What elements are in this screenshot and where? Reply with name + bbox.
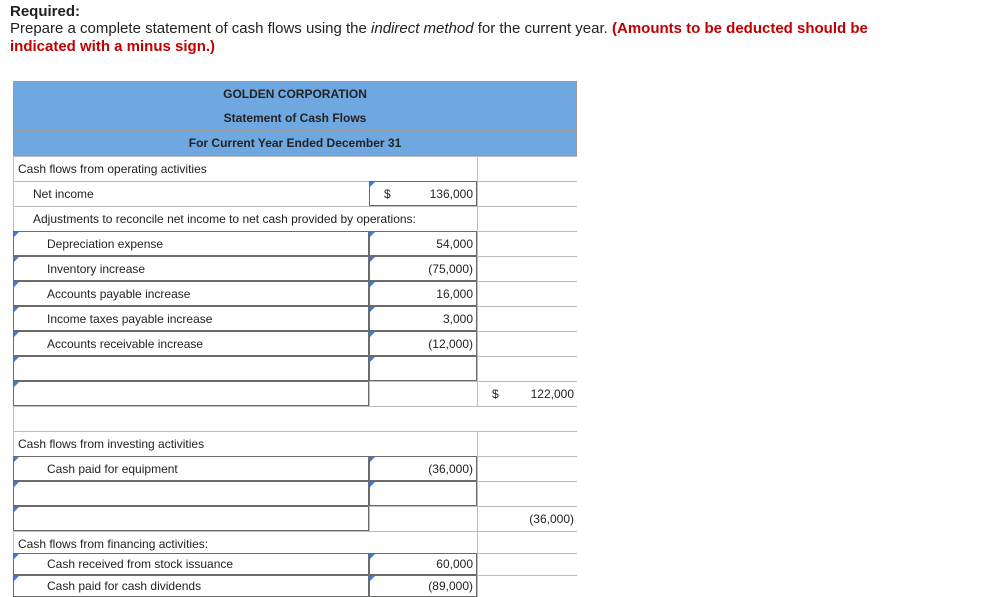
financing-heading-row: [13, 531, 577, 553]
investing-label-input-empty[interactable]: [13, 481, 369, 506]
investing-amount-input-empty[interactable]: [369, 481, 477, 506]
adjustment-total-blank: [477, 306, 577, 331]
operating-total-label-input[interactable]: [13, 381, 369, 406]
financing-label-input[interactable]: [13, 575, 369, 597]
adjustment-amount-input-empty[interactable]: [369, 356, 477, 381]
adjustment-label: Accounts receivable increase: [47, 337, 204, 351]
adjustment-label-input[interactable]: [13, 306, 369, 331]
cash-flow-statement: [13, 81, 577, 597]
investing-label: Cash paid for equipment: [47, 462, 178, 476]
required-heading: Required:: [10, 3, 81, 20]
investing-total-blank2: [369, 506, 477, 531]
adjustment-row: [13, 231, 577, 256]
instructions-text-after: for the current year.: [473, 20, 612, 37]
adjustment-row: [13, 331, 577, 356]
adjustment-label: Inventory increase: [47, 262, 146, 276]
operating-total-row: [13, 381, 577, 406]
adjustment-amount-input[interactable]: 54,000: [369, 231, 477, 256]
adjustment-label: Income taxes payable increase: [47, 312, 213, 326]
investing-total-blank: [477, 481, 577, 506]
adjustment-label: Depreciation expense: [47, 237, 164, 251]
financing-row: [13, 553, 577, 575]
net-income-value: 136,000: [429, 187, 473, 201]
financing-amount-input[interactable]: 60,000: [369, 553, 477, 575]
instructions-emphasis: (Amounts to be deducted should be indicated with a minus sign.): [10, 20, 868, 55]
adjustment-amount-input[interactable]: 3,000: [369, 306, 477, 331]
investing-heading-blank: [477, 431, 577, 456]
instructions-text: [10, 20, 930, 56]
operating-heading-blank: [477, 156, 577, 181]
adjustment-label-input[interactable]: [13, 231, 369, 256]
adjustment-total-blank: [477, 356, 577, 381]
statement-period: For Current Year Ended December 31: [13, 131, 577, 156]
statement-title: Statement of Cash Flows: [13, 106, 577, 131]
adjustment-amount-input[interactable]: (12,000): [369, 331, 477, 356]
adjustment-row: [13, 306, 577, 331]
operating-heading-row: [13, 156, 577, 181]
operating-total-value: 122,000: [530, 387, 574, 401]
spacer-row: [13, 406, 577, 431]
operating-total: [477, 381, 577, 406]
financing-total-blank: [477, 553, 577, 575]
adjustments-heading: Adjustments to reconcile net income to net cash provided by operations:: [13, 206, 477, 231]
adjustments-blank: [477, 206, 577, 231]
adjustment-amount-input[interactable]: (75,000): [369, 256, 477, 281]
instructions-italic: indirect method: [371, 20, 474, 37]
adjustment-row: [13, 256, 577, 281]
adjustment-total-blank: [477, 281, 577, 306]
adjustment-label-input[interactable]: [13, 331, 369, 356]
investing-total-row: [13, 506, 577, 531]
financing-heading: Cash flows from financing activities:: [13, 531, 477, 553]
financing-row: [13, 575, 577, 597]
net-income-currency: $: [384, 187, 391, 201]
adjustment-total-blank: [477, 331, 577, 356]
investing-label-input[interactable]: [13, 456, 369, 481]
investing-total-label-input[interactable]: [13, 506, 369, 531]
investing-total-blank: [477, 456, 577, 481]
investing-total: (36,000): [477, 506, 577, 531]
investing-amount-input[interactable]: (36,000): [369, 456, 477, 481]
instructions-text-before: Prepare a complete statement of cash flows using the: [10, 20, 372, 37]
adjustment-label-input[interactable]: [13, 256, 369, 281]
operating-total-blank: [369, 381, 477, 406]
adjustment-label-input-empty[interactable]: [13, 356, 369, 381]
adjustment-amount-input[interactable]: 16,000: [369, 281, 477, 306]
financing-label: Cash received from stock issuance: [47, 557, 234, 571]
net-income-row: [13, 181, 577, 206]
financing-total-blank: [477, 575, 577, 597]
financing-amount-input[interactable]: (89,000): [369, 575, 477, 597]
investing-row-empty: [13, 481, 577, 506]
adjustment-label-input[interactable]: [13, 281, 369, 306]
adjustment-total-blank: [477, 231, 577, 256]
adjustment-row-empty: [13, 356, 577, 381]
adjustments-heading-row: [13, 206, 577, 231]
investing-heading: Cash flows from investing activities: [13, 431, 477, 456]
investing-row: [13, 456, 577, 481]
adjustment-row: [13, 281, 577, 306]
spacer-cell: [13, 406, 577, 431]
adjustment-total-blank: [477, 256, 577, 281]
operating-total-currency: $: [492, 387, 499, 401]
net-income-label: Net income: [13, 181, 369, 206]
operating-heading: Cash flows from operating activities: [13, 156, 477, 181]
adjustment-label: Accounts payable increase: [47, 287, 191, 301]
investing-heading-row: [13, 431, 577, 456]
net-income-total-blank: [477, 181, 577, 206]
company-name: GOLDEN CORPORATION: [13, 81, 577, 106]
net-income-input[interactable]: [369, 181, 477, 206]
financing-heading-blank: [477, 531, 577, 553]
financing-label-input[interactable]: [13, 553, 369, 575]
financing-label: Cash paid for cash dividends: [47, 579, 202, 593]
